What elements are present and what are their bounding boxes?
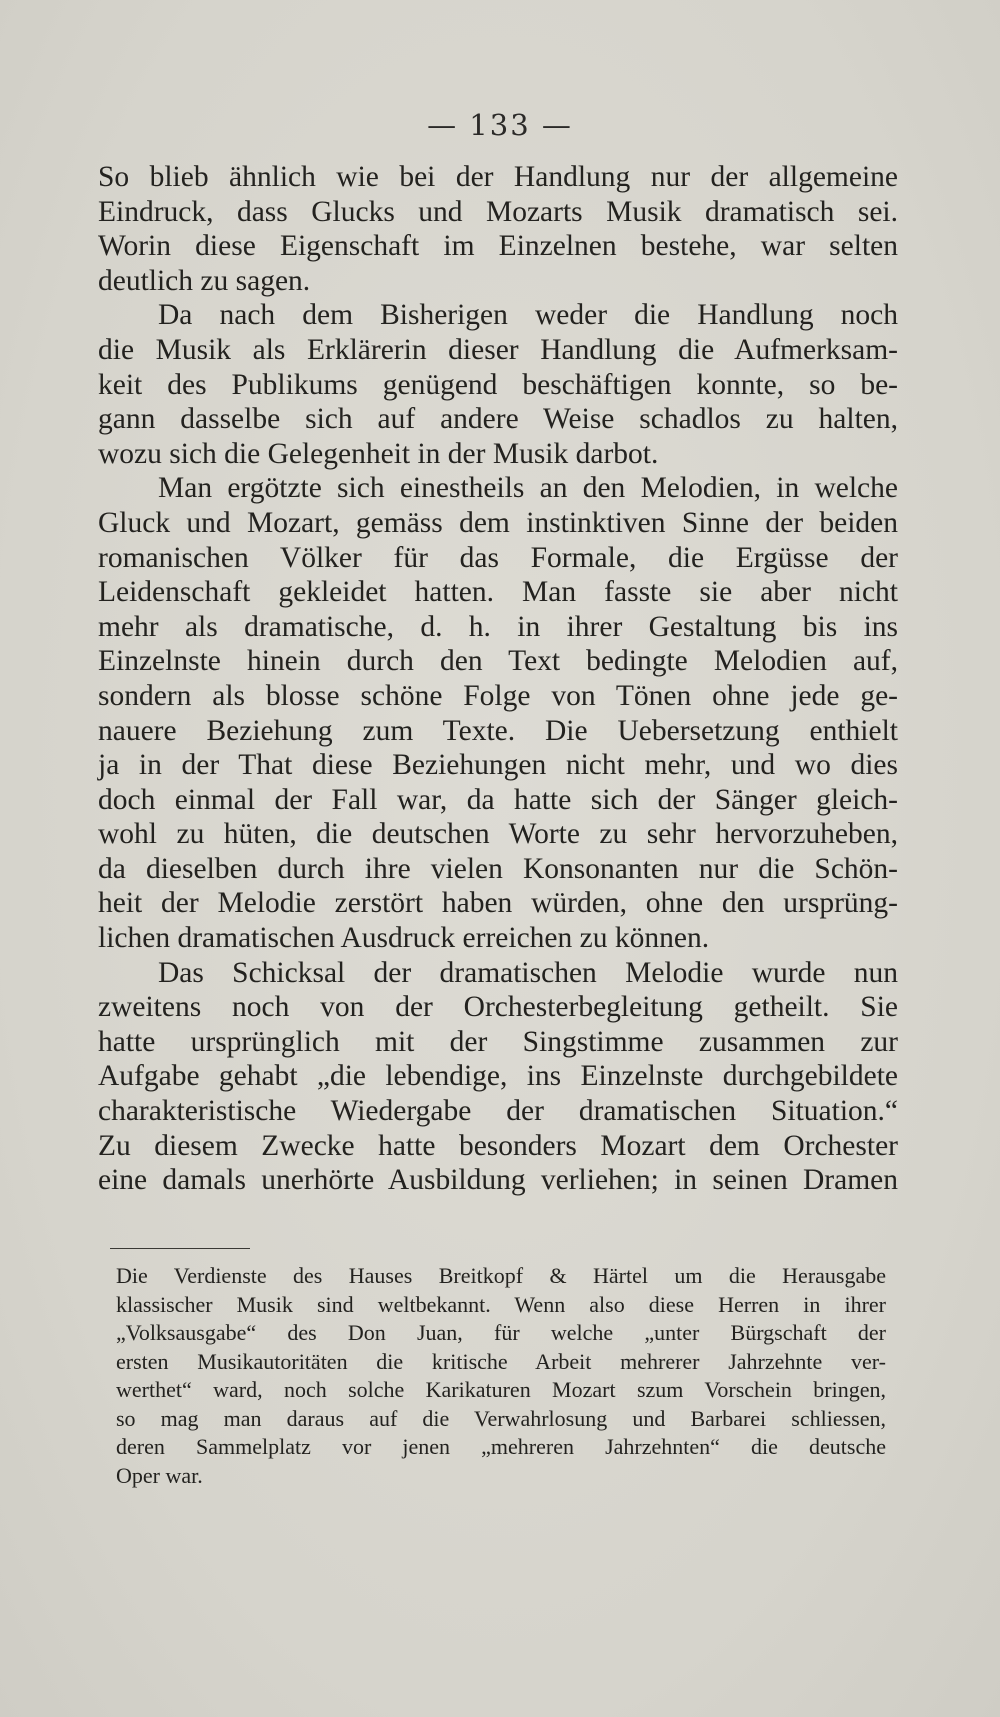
text-line: deutlich zu sagen. [98,264,311,297]
text-line: lichen dramatischen Ausdruck erreichen zu können. [98,922,710,955]
text-line: eine damals unerhörte Ausbildung verliehen; in seinen Dramen [98,1164,898,1197]
page-number: — 133 — [427,108,573,142]
text-line: Gluck und Mozart, gemäss dem instinktiven Sinne der beiden [98,506,898,539]
text-line: Eindruck, dass Glucks und Mozarts Musik dramatisch sei. [98,195,898,228]
text-line: hatte ursprünglich mit der Singstimme zusammen zur [98,1025,898,1058]
main-text [98,160,898,1198]
text-line: Einzelnste hinein durch den Text bedingte Melodien auf, [98,645,898,678]
text-line: doch einmal der Fall war, da hatte sich der Sänger gleich- [98,783,898,816]
text-line: heit der Melodie zerstört haben würden, ohne den ursprüng- [98,887,898,920]
footnote [116,1262,886,1490]
text-line: romanischen Völker für das Formale, die Ergüsse der [98,541,898,574]
footnote-line: Die Verdienste des Hauses Breitkopf & Härtel um die Herausgabe [116,1263,886,1288]
text-line: gann dasselbe sich auf andere Weise schadlos zu halten, [98,403,898,436]
text-line: So blieb ähnlich wie bei der Handlung nur der allgemeine [98,161,898,193]
footnote-divider [110,1248,250,1249]
text-line: Leidenschaft gekleidet hatten. Man fasste sie aber nicht [98,576,898,609]
text-line: Das Schicksal der dramatischen Melodie wurde nun [158,956,898,989]
text-line: nauere Beziehung zum Texte. Die Uebersetzung enthielt [98,714,898,747]
text-line: die Musik als Erklärerin dieser Handlung die Aufmerksam- [98,333,898,366]
footnote-line: deren Sammelplatz vor jenen „mehreren Jahrzehnten“ die deutsche [116,1434,886,1459]
text-line: Zu diesem Zwecke hatte besonders Mozart dem Orchester [98,1129,898,1162]
text-line: Worin diese Eigenschaft im Einzelnen bestehe, war selten [98,230,898,263]
paragraph-3 [98,471,898,955]
text-line: zweitens noch von der Orchesterbegleitung getheilt. Sie [98,991,898,1024]
text-line: wozu sich die Gelegenheit in der Musik darbot. [98,437,659,470]
paragraph-2 [98,298,898,471]
text-line: ja in der That diese Beziehungen nicht mehr, und wo dies [98,749,898,782]
text-line: sondern als blosse schöne Folge von Tönen ohne jede ge- [98,679,898,712]
text-line: mehr als dramatische, d. h. in ihrer Gestaltung bis ins [98,610,898,643]
text-line: Aufgabe gehabt „die lebendige, ins Einzelnste durchgebildete [98,1060,898,1093]
footnote-line: klassischer Musik sind weltbekannt. Wenn also diese Herren in ihrer [116,1291,886,1317]
text-line: Da nach dem Bisherigen weder die Handlung noch [158,299,898,332]
text-line: charakteristische Wiedergabe der dramatischen Situation.“ [98,1095,898,1128]
text-line: keit des Publikums genügend beschäftigen konnte, so be- [98,368,898,401]
text-line: wohl zu hüten, die deutschen Worte zu sehr hervorzuheben, [98,818,898,851]
footnote-line: „Volksausgabe“ des Don Juan, für welche „unter Bürgschaft der [116,1320,886,1345]
footnote-line: ersten Musikautoritäten die kritische Arbeit mehrerer Jahrzehnte ver- [116,1348,886,1374]
text-line: da dieselben durch ihre vielen Konsonanten nur die Schön- [98,852,898,885]
footnote-line: so mag man daraus auf die Verwahrlosung und Barbarei schliessen, [116,1405,886,1431]
paragraph-4 [98,956,898,1198]
text-line: Man ergötzte sich einestheils an den Melodien, in welche [158,472,898,505]
footnote-line: Oper war. [116,1462,203,1488]
footnote-line: werthet“ ward, noch solche Karikaturen Mozart szum Vorschein bringen, [116,1377,886,1402]
paragraph-1 [98,160,898,298]
